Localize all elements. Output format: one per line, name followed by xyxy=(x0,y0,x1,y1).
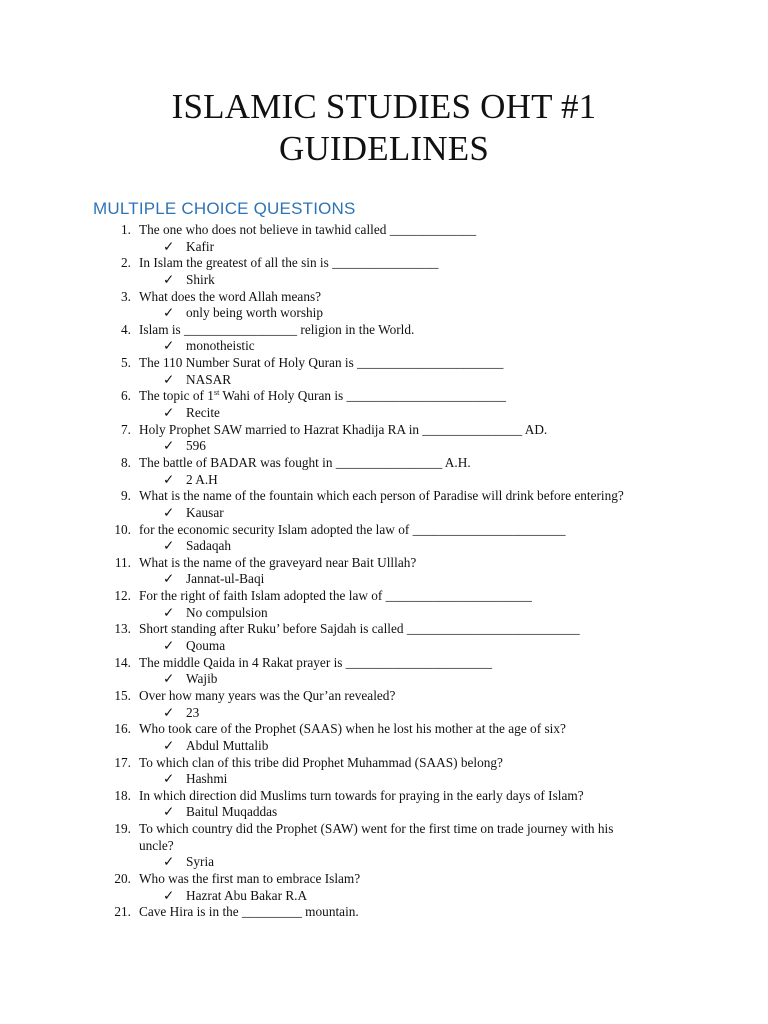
question-text: In which direction did Muslims turn towards for praying in the early days of Islam? xyxy=(139,787,584,803)
question-text: Cave Hira is in the _________ mountain. xyxy=(139,904,359,920)
question-number: 10. xyxy=(114,521,131,537)
check-icon: ✓ xyxy=(163,405,175,421)
check-icon: ✓ xyxy=(163,571,175,587)
answer-text: Sadaqah xyxy=(186,538,232,554)
answer-text: Jannat-ul-Baqi xyxy=(186,571,265,587)
check-icon: ✓ xyxy=(163,887,175,903)
answer-text: Kafir xyxy=(186,238,215,254)
question-row xyxy=(0,788,768,805)
question-row xyxy=(0,821,768,838)
answer-row xyxy=(0,538,768,555)
question-row xyxy=(0,322,768,339)
question-row xyxy=(0,388,768,405)
question-text: In Islam the greatest of all the sin is ________________ xyxy=(139,255,439,271)
answer-text: Hazrat Abu Bakar R.A xyxy=(186,887,308,903)
title-line-2: GUIDELINES xyxy=(278,129,490,168)
answer-text: Wajib xyxy=(186,671,218,687)
answer-row xyxy=(0,605,768,622)
question-row xyxy=(0,455,768,472)
question-text: What does the word Allah means? xyxy=(139,288,322,304)
question-number: 13. xyxy=(114,621,131,637)
answer-row xyxy=(0,405,768,422)
check-icon: ✓ xyxy=(163,737,175,753)
answer-row xyxy=(0,571,768,588)
answer-text: No compulsion xyxy=(186,604,268,620)
answer-row xyxy=(0,771,768,788)
answer-row xyxy=(0,888,768,905)
answer-text: Qouma xyxy=(186,638,226,654)
question-number: 7. xyxy=(121,421,131,437)
answer-row xyxy=(0,505,768,522)
question-number: 5. xyxy=(121,355,131,371)
answer-row xyxy=(0,705,768,722)
answer-row xyxy=(0,638,768,655)
question-row xyxy=(0,255,768,272)
question-number: 4. xyxy=(121,321,131,337)
check-icon: ✓ xyxy=(163,604,175,620)
question-text: To which country did the Prophet (SAW) went for the first time on trade journey with his xyxy=(139,821,614,837)
answer-row xyxy=(0,671,768,688)
question-number: 6. xyxy=(121,388,131,404)
question-row xyxy=(0,422,768,439)
question-text: Over how many years was the Qur’an revealed? xyxy=(139,687,396,703)
check-icon: ✓ xyxy=(163,338,175,354)
question-text: What is the name of the fountain which each person of Paradise will drink before entering? xyxy=(139,488,624,504)
answer-text: Syria xyxy=(186,854,215,870)
question-row xyxy=(0,555,768,572)
question-continuation-row xyxy=(0,838,768,855)
check-icon: ✓ xyxy=(163,438,175,454)
question-row xyxy=(0,222,768,239)
answer-text: only being worth worship xyxy=(186,305,324,321)
answer-text: NASAR xyxy=(186,371,232,387)
question-text: For the right of faith Islam adopted the law of ______________________ xyxy=(139,588,532,604)
answer-row xyxy=(0,472,768,489)
question-text: Who was the first man to embrace Islam? xyxy=(139,870,361,886)
question-row xyxy=(0,355,768,372)
question-number: 9. xyxy=(121,488,131,504)
answer-text: 23 xyxy=(186,704,200,720)
answer-row xyxy=(0,239,768,256)
answer-row xyxy=(0,854,768,871)
check-icon: ✓ xyxy=(163,638,175,654)
check-icon: ✓ xyxy=(163,504,175,520)
question-number: 8. xyxy=(121,454,131,470)
answer-text: Kausar xyxy=(186,504,224,520)
check-icon: ✓ xyxy=(163,371,175,387)
check-icon: ✓ xyxy=(163,771,175,787)
question-row xyxy=(0,621,768,638)
answer-row xyxy=(0,305,768,322)
question-text: To which clan of this tribe did Prophet Muhammad (SAAS) belong? xyxy=(139,754,503,770)
question-row xyxy=(0,755,768,772)
question-row xyxy=(0,721,768,738)
answer-text: Abdul Muttalib xyxy=(186,737,269,753)
check-icon: ✓ xyxy=(163,471,175,487)
check-icon: ✓ xyxy=(163,238,175,254)
question-text: What is the name of the graveyard near Bait Ulllah? xyxy=(139,554,417,570)
question-text: The 110 Number Surat of Holy Quran is ______________________ xyxy=(139,355,504,371)
question-number: 20. xyxy=(114,870,131,886)
question-row xyxy=(0,289,768,306)
question-row xyxy=(0,588,768,605)
check-icon: ✓ xyxy=(163,804,175,820)
check-icon: ✓ xyxy=(163,538,175,554)
check-icon: ✓ xyxy=(163,704,175,720)
answer-text: Hashmi xyxy=(186,771,228,787)
question-text: for the economic security Islam adopted the law of _______________________ xyxy=(139,521,566,537)
answer-text: Baitul Muqaddas xyxy=(186,804,278,820)
question-text xyxy=(139,388,506,405)
answer-text: 596 xyxy=(186,438,206,454)
question-number: 3. xyxy=(121,288,131,304)
question-row xyxy=(0,904,768,921)
question-number: 11. xyxy=(114,554,131,570)
title-line-1: ISLAMIC STUDIES OHT #1 xyxy=(171,87,597,126)
answer-row xyxy=(0,338,768,355)
answer-text: 2 A.H xyxy=(186,471,218,487)
question-row xyxy=(0,488,768,505)
ordinal-suffix: st xyxy=(213,388,220,398)
question-number: 18. xyxy=(114,787,131,803)
question-number: 16. xyxy=(114,721,131,737)
question-text: Who took care of the Prophet (SAAS) when he lost his mother at the age of six? xyxy=(139,721,566,737)
check-icon: ✓ xyxy=(163,271,175,287)
answer-row xyxy=(0,272,768,289)
section-heading: MULTIPLE CHOICE QUESTIONS xyxy=(93,199,356,218)
question-number: 17. xyxy=(114,754,131,770)
answer-text: Recite xyxy=(186,405,220,421)
question-number: 1. xyxy=(121,222,131,237)
question-text-part: The topic of 1 xyxy=(139,388,214,404)
check-icon: ✓ xyxy=(163,671,175,687)
question-text: The battle of BADAR was fought in ________________ A.H. xyxy=(139,454,471,470)
answer-text: monotheistic xyxy=(186,338,255,354)
question-text: Short standing after Ruku’ before Sajdah is called __________________________ xyxy=(139,621,580,637)
question-text-part: Wahi of Holy Quran is ________________________ xyxy=(219,388,507,404)
question-number: 15. xyxy=(114,687,131,703)
question-row xyxy=(0,688,768,705)
question-number: 21. xyxy=(114,904,131,920)
question-text: Holy Prophet SAW married to Hazrat Khadija RA in _______________ AD. xyxy=(139,421,548,437)
answer-row xyxy=(0,438,768,455)
answer-row xyxy=(0,738,768,755)
answer-row xyxy=(0,804,768,821)
question-text-continuation: uncle? xyxy=(139,837,174,853)
question-text: The middle Qaida in 4 Rakat prayer is ______________________ xyxy=(139,654,493,670)
check-icon: ✓ xyxy=(163,854,175,870)
question-text: The one who does not believe in tawhid called _____________ xyxy=(139,222,477,237)
question-number: 2. xyxy=(121,255,131,271)
question-row xyxy=(0,655,768,672)
document-title xyxy=(0,86,768,170)
check-icon: ✓ xyxy=(163,305,175,321)
question-row xyxy=(0,522,768,539)
question-number: 14. xyxy=(114,654,131,670)
question-number: 12. xyxy=(114,588,131,604)
answer-text: Shirk xyxy=(186,271,215,287)
question-row xyxy=(0,871,768,888)
question-number: 19. xyxy=(114,821,131,837)
question-text: Islam is _________________ religion in the World. xyxy=(139,321,415,337)
question-list xyxy=(0,222,768,921)
answer-row xyxy=(0,372,768,389)
